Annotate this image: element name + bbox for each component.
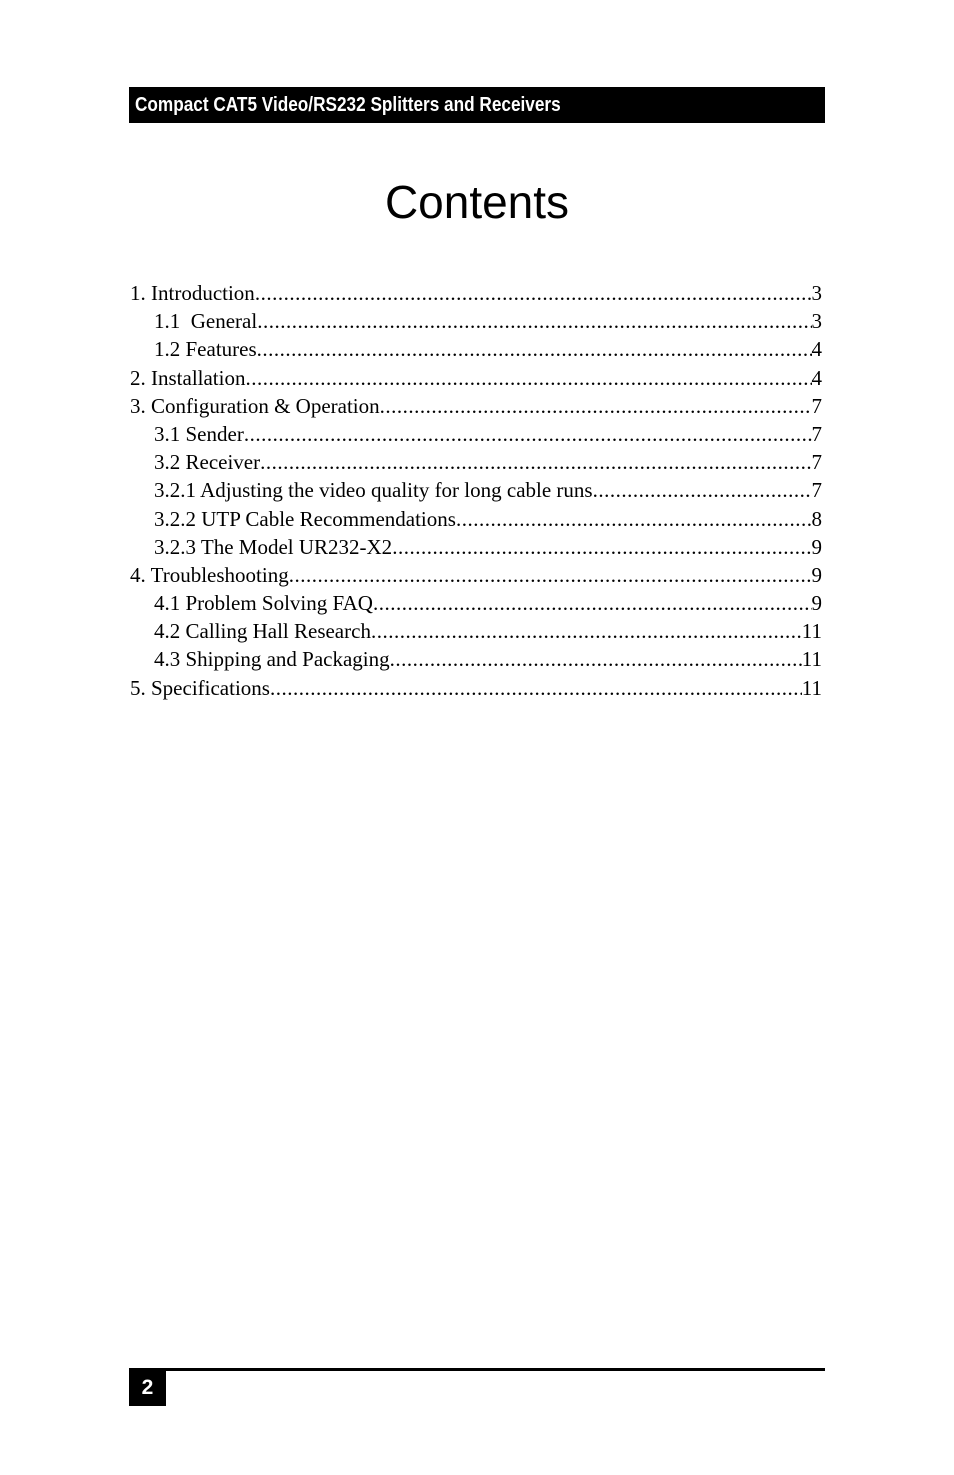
- toc-entry-title: 3.2 Receiver: [154, 450, 261, 475]
- toc-dot-leader: [289, 561, 812, 589]
- toc-dot-leader: [380, 392, 812, 420]
- toc-entry[interactable]: [130, 674, 822, 702]
- toc-dot-leader: [593, 476, 812, 504]
- toc-entry-page: 11: [801, 647, 822, 672]
- toc-entry-title: 2. Installation: [130, 365, 246, 390]
- toc-entry-page: 7: [811, 478, 822, 503]
- toc-entry[interactable]: [130, 364, 822, 392]
- toc-dot-leader: [260, 448, 811, 476]
- toc-entry-page: 11: [801, 619, 822, 644]
- toc-entry-title: 1.2 Features: [154, 337, 257, 362]
- toc-dot-leader: [373, 589, 812, 617]
- toc-dot-leader: [244, 420, 812, 448]
- page-title: Contents: [384, 176, 570, 228]
- toc-entry-page: 3: [811, 309, 822, 334]
- toc-entry-page: 11: [801, 675, 822, 700]
- toc-entry[interactable]: [130, 561, 822, 589]
- toc-entry[interactable]: [130, 307, 822, 335]
- toc-entry-title: 3.2.3 The Model UR232-X2: [154, 534, 393, 559]
- toc-entry-page: 4: [811, 365, 822, 390]
- toc-entry-title: 3. Configuration & Operation: [130, 393, 380, 418]
- toc-entry[interactable]: [130, 533, 822, 561]
- toc-entry[interactable]: [130, 279, 822, 307]
- toc-entry-page: 3: [811, 281, 822, 305]
- table-of-contents: [130, 279, 822, 702]
- toc-entry[interactable]: [130, 589, 822, 617]
- toc-entry-page: 9: [811, 534, 822, 559]
- toc-entry[interactable]: [130, 448, 822, 476]
- toc-dot-leader: [245, 364, 811, 392]
- toc-entry[interactable]: [130, 617, 822, 645]
- toc-entry-page: 9: [811, 591, 822, 616]
- toc-dot-leader: [371, 617, 802, 645]
- toc-dot-leader: [390, 645, 802, 673]
- toc-entry-title: 3.2.1 Adjusting the video quality for long cable runs: [154, 478, 593, 503]
- toc-entry[interactable]: [130, 392, 822, 420]
- toc-entry-title: 4.1 Problem Solving FAQ: [154, 591, 373, 616]
- toc-entry-title: 4. Troubleshooting: [130, 562, 289, 587]
- toc-dot-leader: [257, 335, 812, 363]
- toc-entry-title: 5. Specifications: [130, 675, 270, 700]
- toc-entry-page: 7: [811, 421, 822, 446]
- toc-entry[interactable]: [130, 335, 822, 363]
- toc-entry-page: 4: [811, 337, 822, 362]
- toc-entry-page: 9: [811, 562, 822, 587]
- toc-entry-title: 3.1 Sender: [154, 421, 244, 446]
- toc-entry-page: 8: [811, 506, 822, 531]
- page-number: 2: [129, 1368, 166, 1406]
- toc-entry[interactable]: [130, 505, 822, 533]
- toc-entry-title: 3.2.2 UTP Cable Recommendations: [154, 506, 456, 531]
- toc-entry[interactable]: [130, 420, 822, 448]
- toc-entry-title: 4.3 Shipping and Packaging: [154, 647, 390, 672]
- toc-dot-leader: [456, 505, 812, 533]
- toc-dot-leader: [255, 279, 812, 307]
- running-header: [129, 87, 825, 123]
- toc-entry-title: 1.1 General: [154, 309, 258, 334]
- toc-entry-title: 4.2 Calling Hall Research: [154, 619, 371, 644]
- toc-dot-leader: [270, 674, 802, 702]
- footer-rule: [129, 1368, 825, 1371]
- running-header-title: Compact CAT5 Video/RS232 Splitters and Receivers: [135, 94, 561, 116]
- toc-dot-leader: [392, 533, 811, 561]
- toc-entry-page: 7: [811, 450, 822, 475]
- toc-entry-title: 1. Introduction: [130, 281, 255, 305]
- toc-entry-page: 7: [811, 393, 822, 418]
- toc-dot-leader: [257, 307, 811, 335]
- toc-entry[interactable]: [130, 645, 822, 673]
- toc-entry[interactable]: [130, 476, 822, 504]
